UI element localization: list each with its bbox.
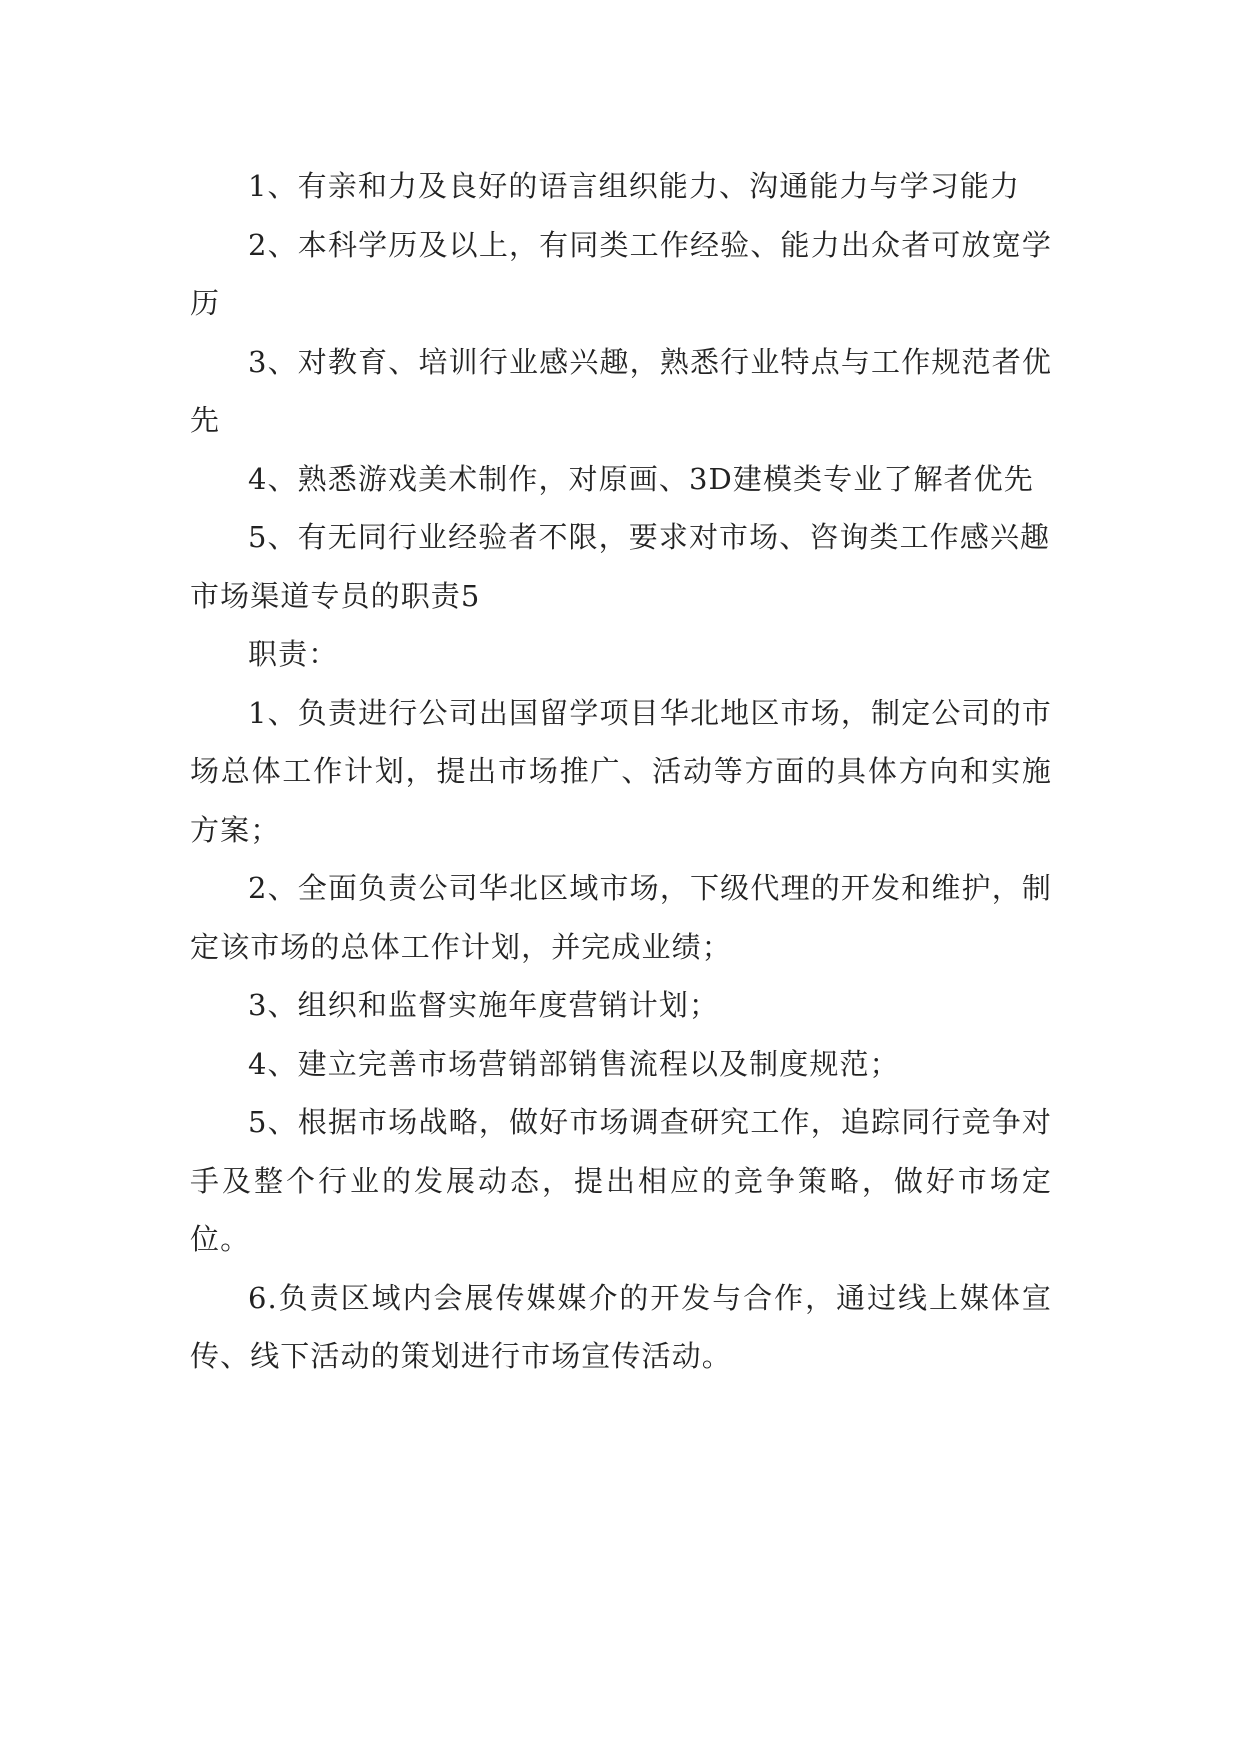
section-title: 市场渠道专员的职责5 [190,578,481,613]
duty-item: 6.负责区域内会展传媒媒介的开发与合作，通过线上媒体宣传、线下活动的策划进行市场宣传活动。 [190,1280,1052,1373]
duty-item: 3、组织和监督实施年度营销计划； [248,988,720,1022]
duty-item: 4、建立完善市场营销部销售流程以及制度规范； [248,1046,900,1081]
requirement-item: 4、熟悉游戏美术制作，对原画、3D建模类专业了解者优先 [248,461,1034,496]
duty-item: 2、全面负责公司华北区域市场，下级代理的开发和维护，制定该市场的总体工作计划，并完成业绩； [190,871,1052,964]
requirement-item: 1、有亲和力及良好的语言组织能力、沟通能力与学习能力 [248,169,1021,203]
requirement-item: 5、有无同行业经验者不限，要求对市场、咨询类工作感兴趣 [248,520,1051,554]
duties-label: 职责： [248,637,339,671]
requirement-item: 2、本科学历及以上，有同类工作经验、能力出众者可放宽学历 [190,227,1052,320]
duty-item: 5、根据市场战略，做好市场调查研究工作，追踪同行竞争对手及整个行业的发展动态，提出相应的竞争策略，做好市场定位。 [190,1105,1052,1256]
duty-item: 1、负责进行公司出国留学项目华北地区市场，制定公司的市场总体工作计划，提出市场推广、活动等方面的具体方向和实施方案； [190,695,1052,847]
document-body [190,157,1052,1386]
requirement-item: 3、对教育、培训行业感兴趣，熟悉行业特点与工作规范者优先 [190,344,1052,437]
